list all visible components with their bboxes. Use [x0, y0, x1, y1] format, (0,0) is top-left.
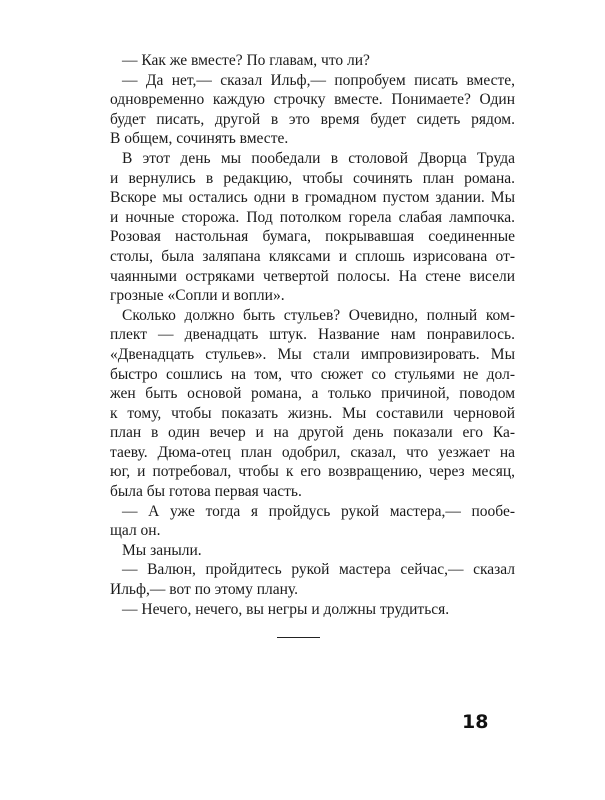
text-line: и ночные сторожа. Под потолком горела слабая лампочка.	[110, 208, 515, 226]
text-line: Ильф,— вот по этому плану.	[110, 581, 299, 599]
text-line: быстро сошлись на том, что сюжет со стульями не дол-	[110, 365, 515, 383]
text-line: плект — двенадцать штук. Название нам понравилось.	[110, 326, 515, 344]
text-line: к тому, чтобы показать жизнь. Мы составили черновой	[110, 404, 515, 422]
text-line: чаянными остряками четвертой полосы. На стене висели	[110, 267, 515, 285]
text-line: столы, была заляпана кляксами и сплошь изрисована от-	[110, 247, 515, 265]
text-line: жен быть основой романа, а только причиной, поводом	[110, 385, 515, 403]
text-line: и вернулись в редакцию, чтобы сочинять план романа.	[110, 169, 515, 187]
text-line: была бы готова первая часть.	[110, 483, 302, 501]
page-number: 18	[462, 711, 489, 733]
text-line: В этот день мы пообедали в столовой Дворца Труда	[122, 149, 515, 167]
text-line: Вскоре мы остались одни в громадном пустом здании. Мы	[110, 189, 515, 207]
text-line: щал он.	[110, 522, 161, 540]
text-line: Мы заныли.	[122, 541, 202, 559]
text-line: — Да нет,— сказал Ильф,— попробуем писать вместе,	[122, 71, 515, 89]
section-divider	[277, 637, 320, 638]
body-text	[110, 51, 515, 619]
text-line: — Валюн, пройдитесь рукой мастера сейчас,— сказал	[122, 561, 515, 579]
text-line: одновременно каждую строчку вместе. Понимаете? Один	[110, 91, 515, 109]
text-line: будет писать, другой в это время будет сидеть рядом.	[110, 110, 515, 128]
text-line: — А уже тогда я пройдусь рукой мастера,— пообе-	[122, 502, 515, 520]
text-line: Розовая настольная бумага, покрывавшая соединенные	[110, 228, 515, 246]
text-line: Сколько должно быть стульев? Очевидно, полный ком-	[122, 306, 515, 324]
text-line: грозные «Сопли и вопли».	[110, 287, 285, 305]
text-line: план в один вечер и на другой день показали его Ка-	[110, 424, 515, 442]
text-line: «Двенадцать стульев». Мы стали импровизировать. Мы	[110, 345, 515, 363]
text-line: — Нечего, нечего, вы негры и должны трудиться.	[122, 600, 450, 618]
text-line: В общем, сочинять вместе.	[110, 130, 289, 148]
text-line: — Как же вместе? По главам, что ли?	[122, 52, 370, 69]
text-line: таеву. Дюма-отец план одобрил, сказал, что уезжает на	[110, 443, 515, 461]
text-line: юг, и потребовал, чтобы к его возвращению, через месяц,	[110, 463, 515, 481]
